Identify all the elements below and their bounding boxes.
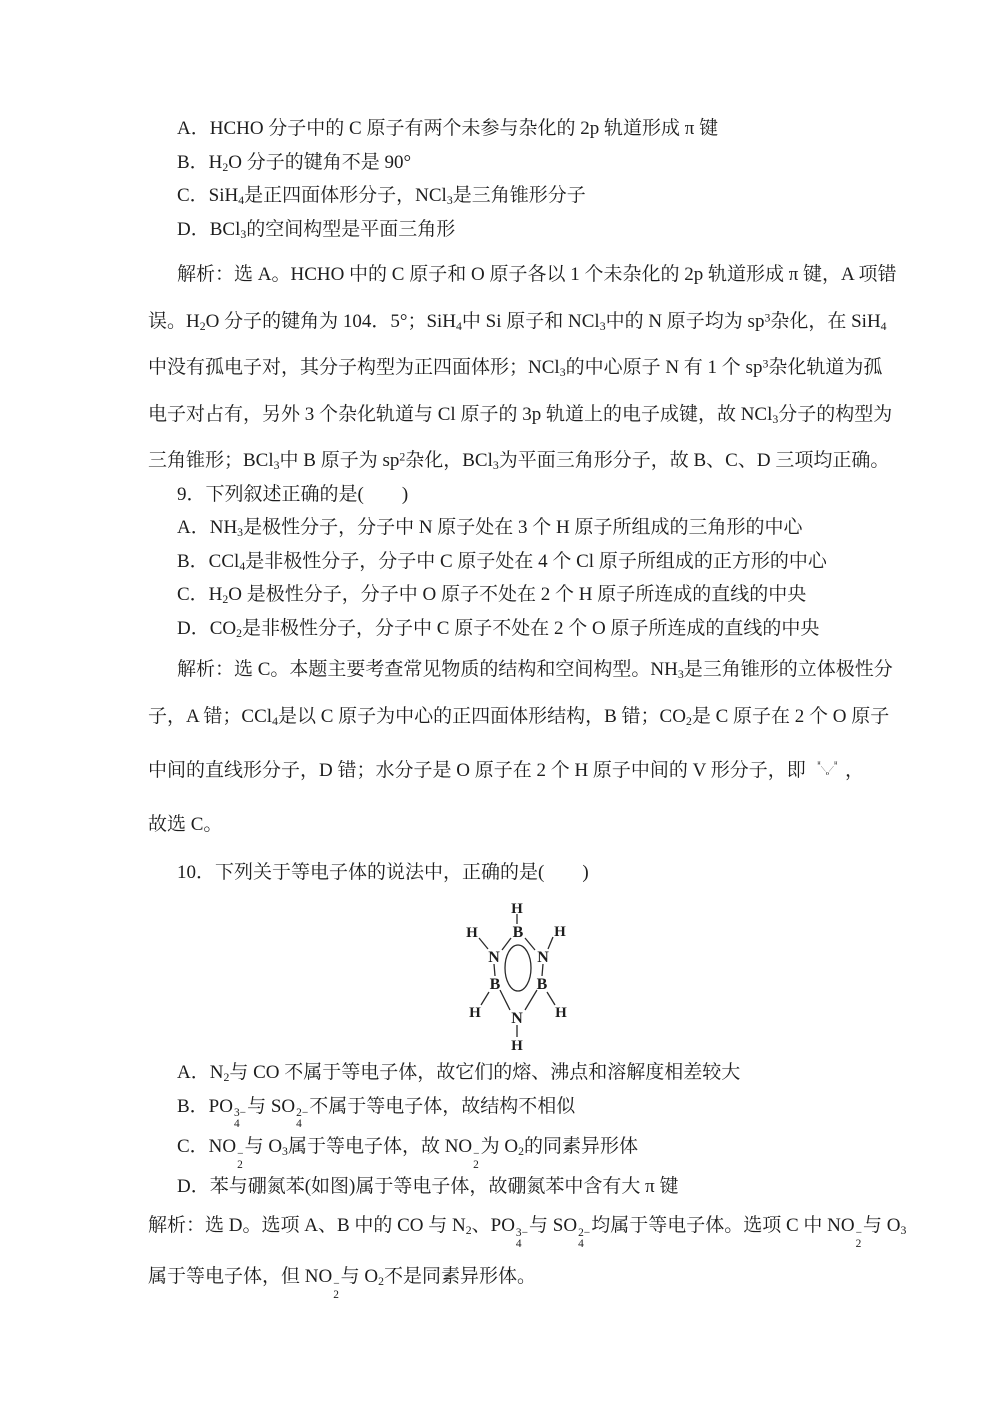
q10-stem-block — [148, 856, 864, 890]
q10-analysis-line: 解析：选 D。选项 A、B 中的 CO 与 $N_2$、PO 3− 4 与 SO 2− 4 均属于等电子体。选项 C 中 NO − 2 与 $O_3$ — [148, 1215, 907, 1250]
q10-stem: 10．下列关于等电子体的说法中，正确的是( ) — [177, 862, 589, 883]
q9-analysis-line: 子，A 错；CCl$_4$是以 C 原子为中心的正四面体形结构，B 错；$CO_2$是 C 原子在 2 个 O 原子 — [148, 705, 890, 728]
q9-stem-block — [148, 478, 864, 512]
q9-analysis — [148, 647, 893, 849]
atom-n-upper-right: N — [537, 949, 549, 966]
q10-option-c: C．NO − 2 与 $O_3$属于等电子体，故 NO − 2 为 $O_2$的同素异形体 — [177, 1135, 638, 1171]
q10-analysis-line: 属于等电子体，但 NO − 2 与 $O_2$不是同素异形体。 — [148, 1266, 537, 1301]
water-molecule-diagram — [816, 739, 839, 797]
q8-option-c: C．SiH$_4$是正四面体形分子，NCl$_3$是三角锥形分子 — [177, 185, 586, 207]
q9-analysis-text: 中间的直线形分子，D 错；水分子是 O 原子在 2 个 H 原子中间的 V 形分子，即 — [148, 759, 806, 781]
q9-analysis-line: 解析：选 C。本题主要考查常见物质的结构和空间构型。$NH_3$是三角锥形的立体极性分 — [177, 659, 893, 681]
borazine-molecule-diagram — [450, 893, 590, 1061]
q9-option-a: A．$NH_3$是极性分子，分子中 N 原子处在 3 个 H 原子所组成的三角形的中心 — [177, 517, 803, 539]
q8-analysis-line: 误。$H_2O$ 分子的键角为 104．5°；SiH$_4$中 Si 原子和 NCl$_3$中的 N 原子均为 $sp^3$杂化，在 SiH$_4$ — [148, 310, 887, 333]
q9-option-c: C．$H_2O$ 是极性分子，分子中 O 原子不处在 2 个 H 原子所连成的直线的中央 — [177, 584, 807, 606]
q9-analysis-line: 故选 C。 — [148, 814, 223, 836]
water-h-right-label: H — [833, 761, 837, 766]
q9-stem: 9．下列叙述正确的是( ) — [177, 484, 409, 505]
atom-b-lower-right: B — [536, 976, 548, 993]
q9-option-d: D．$CO_2$是非极性分子，分子中 C 原子不处在 2 个 O 原子所连成的直线的中央 — [177, 617, 820, 640]
atom-h-lower-right: H — [555, 1005, 567, 1021]
atom-h-top: H — [511, 901, 523, 917]
q9-option-b: B．CCl$_4$是非极性分子，分子中 C 原子处在 4 个 Cl 原子所组成的正方形的中心 — [177, 550, 827, 573]
water-o-label: O — [825, 770, 829, 776]
q8-analysis-line: 三角锥形；BCl$_3$中 B 原子为 $sp^2$杂化，BCl$_3$为平面三角形分子，故 B、C、D 三项均正确。 — [148, 450, 890, 473]
atom-n-bottom: N — [511, 1010, 523, 1027]
atom-h-lower-left: H — [469, 1005, 481, 1021]
q9-options — [148, 511, 864, 645]
q8-option-d: D．BCl$_3$的空间构型是平面三角形 — [177, 218, 456, 241]
atom-h-bottom: H — [511, 1038, 523, 1054]
q10-option-d: D．苯与硼氮苯(如图)属于等电子体，故硼氮苯中含有大 π 键 — [177, 1176, 679, 1198]
q9-analysis-comma: ， — [844, 759, 864, 781]
q10-options — [148, 1056, 864, 1204]
atom-n-upper-left: N — [488, 949, 500, 966]
atom-b-lower-left: B — [489, 976, 501, 993]
q8-option-a: A．HCHO 分子中的 C 原子有两个未参与杂化的 2p 轨道形成 π 键 — [177, 118, 719, 139]
q10-option-a: A．$N_2$与 CO 不属于等电子体，故它们的熔、沸点和溶解度相差较大 — [177, 1062, 741, 1084]
q8-analysis — [148, 252, 897, 485]
atom-h-upper-right: H — [554, 924, 566, 940]
q8-analysis-line: 中没有孤电子对，其分子构型为正四面体形；NCl$_3$的中心原子 N 有 1 个 $sp^3$杂化轨道为孤 — [148, 357, 883, 380]
q8-analysis-line: 解析：选 A。HCHO 中的 C 原子和 O 原子各以 1 个未杂化的 2p 轨道形成 π 键，A 项错 — [177, 264, 897, 285]
q10-analysis — [148, 1200, 907, 1302]
water-h-left-label: H — [817, 761, 821, 766]
q8-option-b: B．$H_2O$ 分子的键角不是 90° — [177, 151, 412, 174]
q10-option-b: B．PO 3− 4 与 SO 2− 4 不属于等电子体，故结构不相似 — [177, 1095, 576, 1131]
q8-options — [148, 112, 864, 246]
atom-b-top: B — [512, 924, 524, 941]
atom-h-upper-left: H — [466, 925, 478, 941]
q8-analysis-line: 电子对占有，另外 3 个杂化轨道与 Cl 原子的 3p 轨道上的电子成键，故 NCl$_3$分子的构型为 — [148, 403, 893, 426]
q9-analysis-line-with-diagram — [148, 740, 864, 802]
